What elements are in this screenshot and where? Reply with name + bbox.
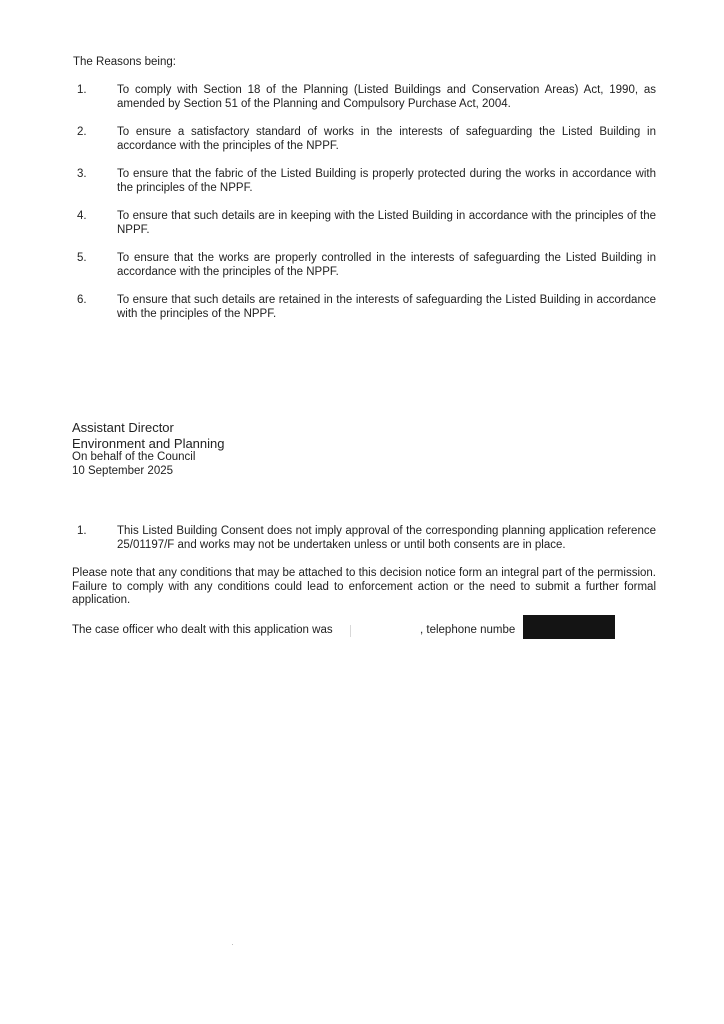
reason-number: 2. — [77, 126, 87, 138]
reason-number: 5. — [77, 252, 87, 264]
scan-speck — [232, 944, 233, 945]
reason-text: To ensure that the fabric of the Listed Building is properly protected during the works in accordance with the principles of the NPPF. — [117, 168, 656, 194]
redacted-officer-name — [350, 625, 420, 637]
decision-date: 10 September 2025 — [72, 464, 174, 477]
reason-text: To ensure a satisfactory standard of works in the interests of safeguarding the Listed Building in accordance with the principles of the NPPF. — [117, 126, 656, 152]
signatory-department: Environment and Planning — [72, 435, 225, 451]
signatory-role: Assistant Director — [72, 420, 174, 435]
reason-text: To ensure that the works are properly controlled in the interests of safeguarding the Listed Building in accordance with the principles of the NPPF. — [117, 252, 656, 278]
case-officer-prefix: The case officer who dealt with this application was — [72, 624, 333, 636]
reason-number: 4. — [77, 210, 87, 222]
reasons-heading: The Reasons being: — [73, 56, 176, 68]
reason-item — [73, 84, 656, 111]
conditions-paragraph: Please note that any conditions that may be attached to this decision notice form an integral part of the permission. Failure to comply with any conditions could lead to enforcement action or the need to submit a further formal application. — [72, 567, 656, 606]
reason-text: To comply with Section 18 of the Planning (Listed Buildings and Conservation Areas) Act, 1990, as amended by Section 51 of the Planning and Compulsory Purchase Act, 2004. — [117, 84, 656, 110]
reason-item — [73, 294, 656, 321]
reason-number: 6. — [77, 294, 87, 306]
informative-note — [73, 525, 656, 552]
redacted-telephone-number — [523, 615, 615, 639]
signature-block — [72, 420, 372, 478]
reason-item — [73, 126, 656, 153]
reason-text: To ensure that such details are in keeping with the Listed Building in accordance with the principles of the NPPF. — [117, 210, 656, 236]
reason-item — [73, 168, 656, 195]
reason-item — [73, 252, 656, 279]
case-officer-line — [72, 624, 662, 644]
reason-item — [73, 210, 656, 237]
telephone-label: , telephone numbe — [420, 624, 516, 636]
on-behalf-line: On behalf of the Council — [72, 451, 196, 463]
note-text: This Listed Building Consent does not imply approval of the corresponding planning application reference 25/01197/F and works may not be undertaken unless or until both consents are in place. — [117, 525, 656, 551]
note-number: 1. — [77, 525, 87, 537]
reason-number: 1. — [77, 84, 87, 96]
reason-number: 3. — [77, 168, 87, 180]
reason-text: To ensure that such details are retained in the interests of safeguarding the Listed Building in accordance with the principles of the NPPF. — [117, 294, 656, 320]
